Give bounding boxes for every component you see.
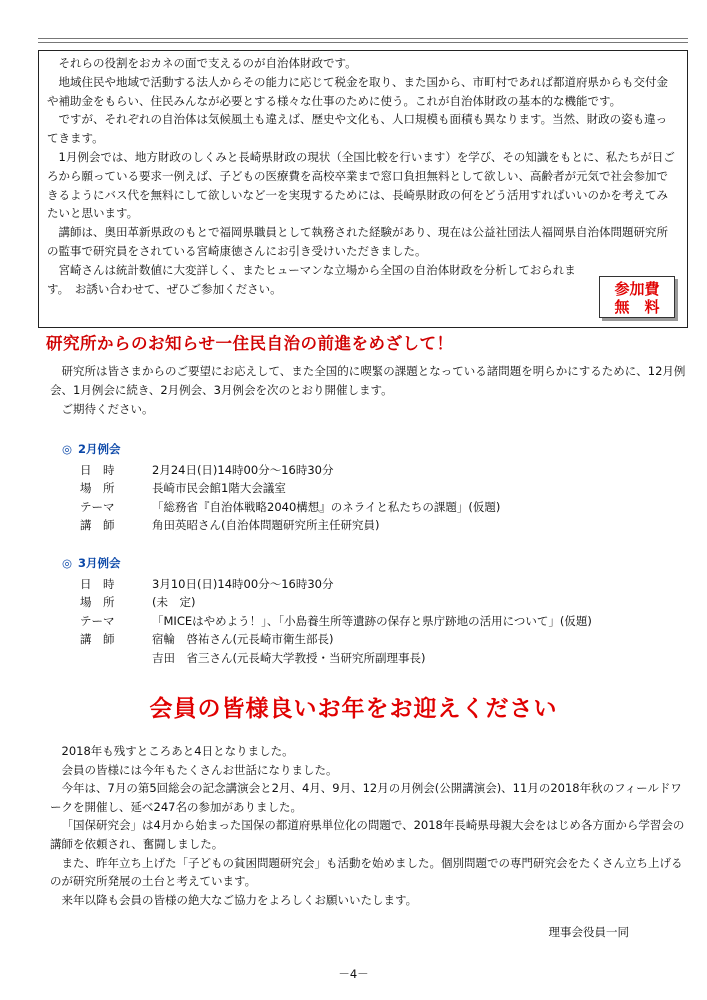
feb-place-row bbox=[62, 479, 500, 498]
year-end-message bbox=[50, 742, 690, 909]
mar-date-row bbox=[62, 575, 592, 594]
date-label: 日 時 bbox=[80, 462, 115, 477]
fee-value: 無 料 bbox=[614, 298, 660, 316]
theme-label: テーマ bbox=[80, 613, 115, 628]
page-number: －4－ bbox=[338, 967, 369, 981]
box-paragraph: 講師は、奥田革新県政のもとで福岡県職員として執務された経験があり、現在は公益社団法人福岡県自治体問題研究所の監事で研究員をされている宮崎康徳さんにお引き受けいただきました。 bbox=[47, 225, 668, 258]
message-paragraph: 今年は、7月の第5回総会の記念講演会と2月、4月、9月、12月の月例会(公開講演会)、11月の2018年秋のフィールドワークを開催し、延べ247名の参加がありました。 bbox=[50, 781, 682, 814]
lecturer-label: 講 師 bbox=[80, 632, 115, 646]
mar-lecturer-row bbox=[62, 630, 592, 649]
free-admission-badge bbox=[599, 276, 675, 318]
message-paragraph: 来年以降も会員の皆様の絶大なご協力をよろしくお願いいたします。 bbox=[61, 892, 418, 907]
place-value: 長崎市民会館1階大会議室 bbox=[152, 481, 286, 495]
feb-date-row bbox=[62, 461, 500, 480]
header-rule bbox=[38, 38, 688, 39]
date-value: 3月10日(日)14時00分～16時30分 bbox=[152, 576, 334, 591]
box-paragraph: それらの役割をおカネの面で支えるのが自治体財政です。 bbox=[58, 56, 357, 70]
lecturer-value: 宿輪 啓祐さん(元長崎市衛生部長) bbox=[152, 632, 334, 646]
box-paragraph: 地域住民や地域で活動する法人からその能力に応じて税金を取り、また国から、市町村であれば都道府県からも交付金や補助金をもらい、住民みんなが必要とする様々な仕事のために使う。これが自治体財政の基本的な機能です。 bbox=[47, 74, 668, 108]
theme-label: テーマ bbox=[80, 499, 115, 514]
date-label: 日 時 bbox=[80, 576, 115, 591]
january-meeting-box bbox=[38, 50, 688, 328]
march-meeting-title: 3月例会 bbox=[78, 556, 121, 570]
notice-paragraph: 研究所は皆さまからのご要望にお応えして、また全国的に喫緊の課題となっている諸問題を明らかにするために、12月例会、1月例会に続き、2月例会、3月例会を次のとおり開催します。 bbox=[50, 364, 686, 397]
box-paragraph: 宮崎さんは統計数値に大変詳しく、またヒューマンな立場から全国の自治体財政を分析しておられます。 お誘い合わせて、ぜひご参加ください。 bbox=[47, 262, 576, 296]
march-meeting-heading bbox=[62, 554, 592, 573]
mar-lecturer-row-2 bbox=[62, 649, 592, 668]
message-paragraph: 「国保研究会」は4月から始まった国保の都道府県単位化の問題で、2018年長崎県母親大会をはじめ各方面から学習会の講師を依頼され、奮闘しました。 bbox=[50, 818, 685, 851]
message-paragraph: また、昨年立ち上げた「子どもの貧困問題研究会」も活動を始めました。個別問題での専門研究会をたくさん立ち上げるのが研究所発展の土台と考えています。 bbox=[50, 855, 683, 889]
theme-value: 「総務省『自治体戦略2040構想』のネライと私たちの課題」(仮題) bbox=[152, 499, 501, 514]
february-meeting-title: 2月例会 bbox=[78, 442, 121, 456]
theme-value: 「MICEはやめよう！」、「小島養生所等遺跡の保存と県庁跡地の活用について」(仮題) bbox=[152, 613, 592, 628]
double-circle-icon: ◎ bbox=[62, 556, 73, 570]
feb-lecturer-row bbox=[62, 516, 500, 535]
february-meeting-heading bbox=[62, 440, 500, 459]
feb-theme-row bbox=[62, 498, 500, 517]
march-meeting bbox=[62, 554, 592, 667]
mar-theme-row bbox=[62, 612, 592, 631]
double-circle-icon: ◎ bbox=[62, 442, 73, 456]
message-paragraph: 会員の皆様には今年もたくさんお世話になりました。 bbox=[61, 762, 338, 777]
lecturer-value-2: 吉田 省三さん(元長崎大学教授・当研究所副理事長) bbox=[152, 650, 426, 665]
place-label: 場 所 bbox=[80, 595, 115, 609]
notice-body bbox=[50, 362, 690, 418]
lecturer-label: 講 師 bbox=[80, 518, 115, 532]
date-value: 2月24日(日)14時00分～16時30分 bbox=[152, 462, 334, 477]
box-text bbox=[47, 54, 677, 298]
lecturer-value: 角田英昭さん(自治体問題研究所主任研究員) bbox=[152, 518, 380, 532]
message-paragraph: 2018年も残すところあと4日となりました。 bbox=[61, 744, 294, 758]
box-paragraph: 1月例会では、地方財政のしくみと長崎県財政の現状（全国比較を行います）を学び、その知識をもとに、私たちが日ごろから願っている要求一例えば、子どもの医療費を高校卒業まで窓口負担無料として欲しい、高齢者が元気で社会参加できるようにバス代を無料にして欲しいなど一を実現するためには、長崎県財政の何をどう活用すればいいのかを考えてみたいと思います。 bbox=[47, 149, 675, 221]
february-meeting bbox=[62, 440, 500, 535]
place-value: (未 定) bbox=[152, 595, 196, 609]
mar-place-row bbox=[62, 593, 592, 612]
fee-label: 参加費 bbox=[614, 280, 660, 298]
place-label: 場 所 bbox=[80, 481, 115, 495]
notice-title: 研究所からのお知らせ一住民自治の前進をめざして！ bbox=[46, 334, 454, 353]
new-year-greeting-title: 会員の皆様良いお年をお迎えください bbox=[149, 696, 558, 722]
signature: 理事会役員一同 bbox=[548, 925, 629, 939]
notice-paragraph: ご期待ください。 bbox=[61, 401, 154, 416]
box-paragraph: ですが、それぞれの自治体は気候風土も違えば、歴史や文化も、人口規模も面積も異なります。当然、財政の姿も違ってきます。 bbox=[47, 112, 668, 146]
header-rule-2 bbox=[38, 42, 688, 43]
